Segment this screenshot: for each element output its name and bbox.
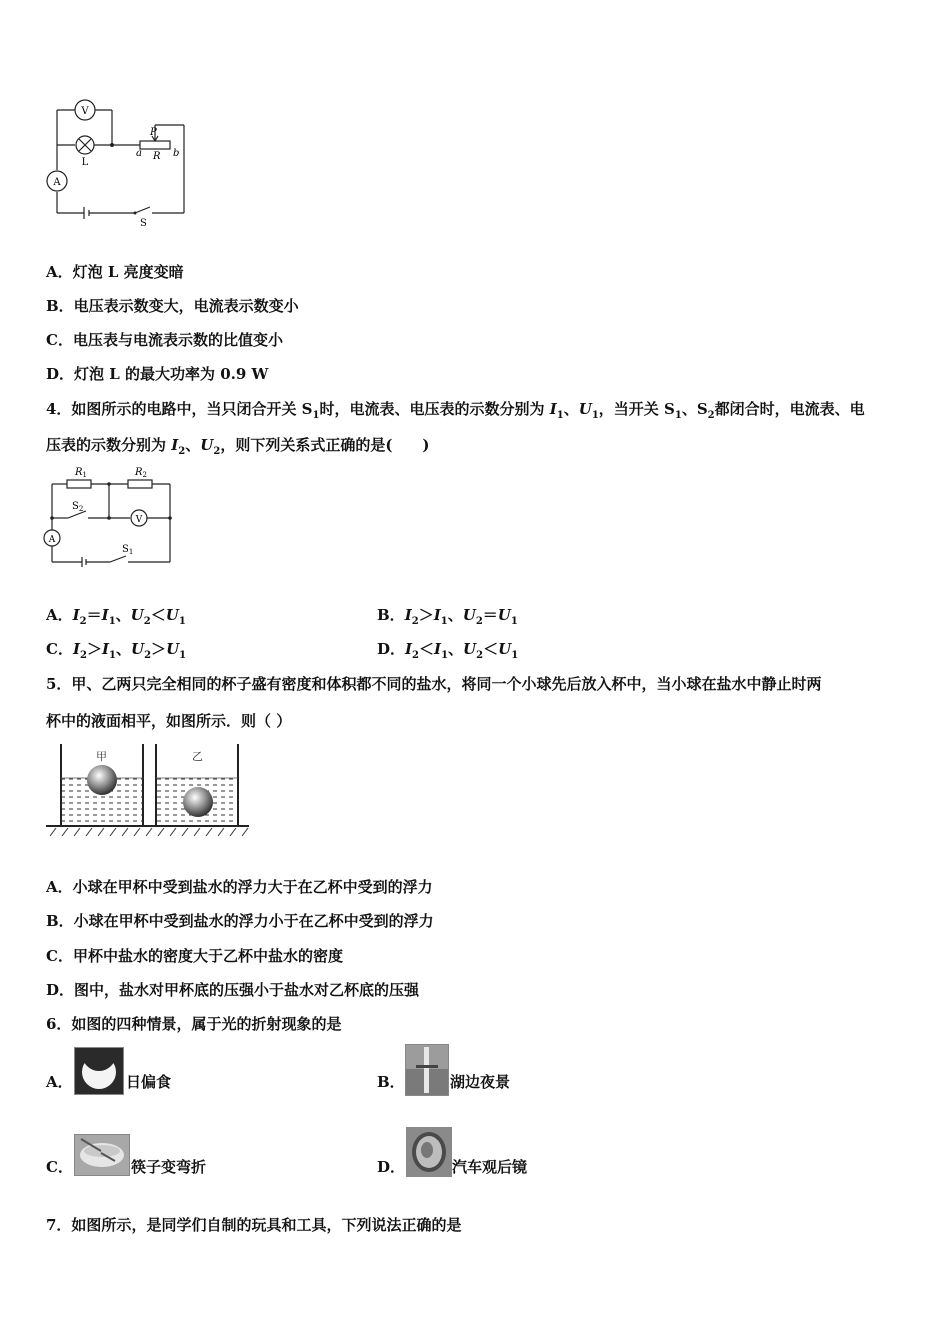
q3-resistor-label: R [153, 151, 161, 162]
q3-ammeter-label: A [53, 177, 61, 188]
q6-option-c-text: 筷子变弯折 [131, 1158, 207, 1176]
q3-option-a: A．灯泡 L 亮度变暗 [46, 263, 184, 281]
q6-option-a-label: A． [46, 1073, 73, 1091]
q5-cup2-label: 乙 [192, 750, 203, 763]
q5-option-b: B．小球在甲杯中受到盐水的浮力小于在乙杯中受到的浮力 [46, 912, 434, 930]
q3-slider-label: P [150, 127, 157, 138]
q6-option-d-image [406, 1127, 452, 1177]
q6-option-a-text: 日偏食 [126, 1073, 172, 1091]
q4-stem-line1: 4．如图所示的电路中，当只闭合开关 $S_1$时，电流表、电压表的示数分别为 $I_1$、$U_1$，当开关 $S_1$、$S_2$都闭合时，电流表、电 [46, 400, 865, 421]
q5-option-d: D．图中，盐水对甲杯底的压强小于盐水对乙杯底的压强 [46, 981, 420, 999]
q6-option-a-image [74, 1047, 124, 1095]
q4-option-a: A．$I_2=I_1$、$U_2<U_1$ [46, 606, 186, 627]
q4-option-d: D．$I_2<I_1$、$U_2<U_1$ [377, 640, 519, 661]
q4-s1-label: $S_1$ [122, 544, 134, 556]
q5-ball-cup1 [87, 765, 117, 795]
q5-cups-figure [44, 740, 254, 838]
q6-stem: 6．如图的四种情景，属于光的折射现象的是 [46, 1015, 342, 1033]
q5-option-a: A．小球在甲杯中受到盐水的浮力大于在乙杯中受到的浮力 [46, 878, 433, 896]
q3-switch-label: S [140, 218, 147, 229]
q4-option-c: C．$I_2>I_1$、$U_2>U_1$ [46, 640, 187, 661]
q6-option-c-image [74, 1134, 130, 1176]
q4-option-b: B．$I_2>I_1$、$U_2=U_1$ [377, 606, 518, 627]
q3-end-a-label: a [136, 148, 142, 159]
q7-stem: 7．如图所示，是同学们自制的玩具和工具，下列说法正确的是 [46, 1216, 462, 1234]
q6-option-b-text: 湖边夜景 [450, 1073, 511, 1091]
q3-voltmeter-label: V [81, 106, 89, 117]
q5-ball-cup2 [183, 787, 213, 817]
q4-voltmeter-label: V [135, 515, 143, 525]
q4-stem-line2: 压表的示数分别为 $I_2$、$U_2$，则下列关系式正确的是( ) [46, 436, 430, 457]
q4-circuit-diagram [40, 462, 180, 572]
q6-option-d-text: 汽车观后镜 [452, 1158, 528, 1176]
q5-stem-line1: 5．甲、乙两只完全相同的杯子盛有密度和体积都不同的盐水，将同一个小球先后放入杯中，当小球在盐水中静止时两 [46, 675, 822, 693]
q3-lamp-label: L [81, 157, 89, 168]
q5-option-c: C．甲杯中盐水的密度大于乙杯中盐水的密度 [46, 947, 343, 965]
q6-option-b-image [405, 1044, 449, 1096]
q4-r1-label: $R_1$ [75, 467, 87, 479]
q4-ammeter-label: A [48, 535, 56, 545]
q5-stem-line2: 杯中的液面相平，如图所示．则（ ） [46, 712, 292, 730]
q6-option-d-label: D． [377, 1158, 406, 1176]
q4-r2-label: $R_2$ [135, 467, 147, 479]
q3-circuit-diagram [40, 95, 200, 230]
q4-s2-label: $S_2$ [72, 501, 84, 513]
q3-option-c: C．电压表与电流表示数的比值变小 [46, 331, 283, 349]
q5-cup1-label: 甲 [96, 750, 107, 763]
q3-end-b-label: b [173, 148, 180, 159]
q3-option-d: D．灯泡 L 的最大功率为 0.9 W [46, 365, 269, 383]
q6-option-b-label: B． [377, 1073, 405, 1091]
q6-option-c-label: C． [46, 1158, 73, 1176]
q3-option-b: B．电压表示数变大，电流表示数变小 [46, 297, 299, 315]
